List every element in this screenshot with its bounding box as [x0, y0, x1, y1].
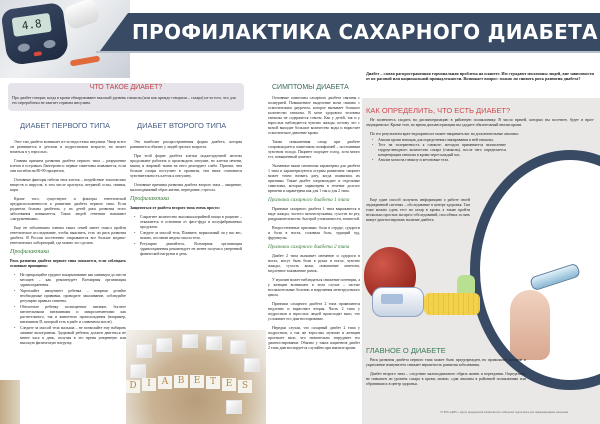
what-is-title: ЧТО ТАКОЕ ДИАБЕТ?: [89, 84, 163, 91]
meter-reading: 4.8: [12, 13, 52, 37]
glucometer-screen: [381, 294, 403, 304]
type1-paragraph: Основные факторы гибели этих клеток – воздействие токсических веществ и вирусов, в том числе краснухи, ветряной оспы, свинки, кори.: [10, 178, 126, 192]
type2-paragraph: Основные причины развития диабета второго типа – ожирение, малоподвижный образ жизни, переедание, стрессы.: [130, 183, 242, 192]
main-points-paragraph: Риск развития диабета первого типа может быть предупрежден, но правильное питание и укрепление иммунитета снижает вероятность развития заболевания.: [366, 358, 526, 367]
apple-meter-photo: [362, 245, 480, 340]
list-item: • Тест на толерантность к глюкозе: методом применяется вычисление гидроуглеводного количества сахара (глюкозы), после чего определяется концентрация глюкозы в крови через каждый час.: [378, 143, 506, 158]
sugar-cube: [230, 340, 246, 354]
letter-cube: E: [190, 375, 204, 388]
how-to-extra: Еще один способ получить информацию о работе своей эндокринной системы – обследование в центре здоровья. Там тоже можно сдать тест на сахар в крови, а также пройти несколько простых экспресс-обследований, способных за пять минут диагностировать наличие диабета.: [366, 198, 470, 222]
list-item: • Сократите количество высококалорийной пищи в рационе – откажитесь в основном от фаст-фуда и полуфабрикатных продуктов.: [140, 215, 242, 230]
type1-prevention-title: Профилактика: [10, 249, 49, 255]
type2-paragraph: При этой форме диабета клетки поджелудочной железы продолжают работать и производить инсулин, но клетки печени, мышц и жировой ткани на него реагируют слабо. Причем, чем больше сахара поступает в организм, тем ниже становится чувствительность клеток к инсулину.: [130, 154, 242, 178]
sugar-cube: [130, 364, 146, 378]
list-item: • Анализ мочи на глюкозу и кетоновые тела.: [378, 158, 506, 163]
main-points-text: [366, 358, 526, 391]
list-item: • Укрепляйте иммунитет ребенка – вовремя делайте необходимые прививки, проводите закаливание, соблюдайте регулярно правила гигиены.: [20, 289, 126, 304]
lancet: [70, 55, 101, 66]
sugar-cube: [182, 334, 198, 348]
how-to-text: [366, 118, 594, 163]
letter-cube: T: [206, 376, 220, 389]
type2-prevention-list: [130, 215, 242, 257]
letter-cube: B: [174, 375, 188, 388]
how-to-list: [366, 138, 506, 163]
meter-button-red: [34, 51, 42, 56]
title-underline: [96, 51, 600, 53]
type1-prevention-list: [10, 273, 126, 346]
type2-title: ДИАБЕТ ВТОРОГО ТИПА: [137, 121, 227, 130]
health-center-text: [366, 198, 470, 227]
type1-paragraph: Кроме того, существуют и факторы генетической предрасположенности к развитию диабета первого типа. Если родители больны диабетом, у их детей риск развития этого заболевания повышается. Таких людей генетики называют «загруженными».: [10, 197, 126, 221]
type2-paragraph: Это наиболее распространенная форма диабета, которая развивается обычно у людей зрелого возраста.: [130, 140, 242, 149]
hand: [510, 290, 550, 360]
type2-prevention-lead: Защититься от диабета второго типа очень просто:: [130, 206, 220, 210]
symptoms-paragraph: Нередки случаи, что сахарный диабет 2 типа у подростков, а так же взрослых мужчин и женщин протекает вяло, что значительно затрудняет его диагностирование. Обычно у таких пациентов диабет 2 типа диагностируется случайно при анализе крови.: [268, 326, 360, 350]
type1-column: [10, 140, 126, 347]
symptoms-paragraph: Признаки сахарного диабета 1 типа выражаются в виде жажды, частого мочеиспускания, сухости во рту, раздражительности, быстрой утомляемости, тошнотой.: [268, 207, 360, 221]
list-item: • Анализ крови натощак для определения гликирования в ней глюкозы.: [378, 138, 506, 143]
symptoms-paragraph: Основные симптомы сахарного диабета связаны с полиурией. Повышенное выделение мочи связано с осмотическим диуретом, которое вызывает большое количество глюкозы. В моче здорового человека глюкозы не содержится совсем. Как у детей, так и у взрослых наблюдается чувство жажды, потому что с мочой выходит большое количество воды и нарастает осмотическое давление крови.: [268, 96, 360, 135]
type2-column: [130, 140, 242, 258]
symptoms-column: [268, 96, 360, 355]
list-item: • Не прекращайте грудное вскармливание как минимум до шести месяцев – как рекомендует Всемирная организация здравоохранения.: [20, 273, 126, 288]
handheld-meter-icon: [529, 263, 581, 292]
measuring-tape: [424, 293, 480, 315]
sugar-cube: [206, 336, 222, 350]
type2-signs-title: Признаки сахарного диабета 2 типа: [268, 244, 350, 250]
letter-cube: A: [158, 376, 172, 389]
sugar-photo-edge: [0, 380, 20, 424]
symptoms-paragraph: Второстепенные признаки: боли в сердце, судороги и боли в ногах, головная боль, зудящий зуд, фурункулы.: [268, 226, 360, 240]
type1-signs-title: Признаки сахарного диабета 1 типа: [268, 197, 350, 203]
sugar-cube: [226, 400, 242, 414]
sugar-cube: [136, 344, 152, 358]
list-item: • Обеспечьте ребенку полноценное питание, богатое питательными витаминами и микроэлементами как растительного, так и животного происхождения (например, витамином D, который есть в рыбе и сливочном масле).: [20, 305, 126, 325]
type1-paragraph: Главная причина развития диабета первого типа – разрушение клеток в островках Лангерганса: первые симптомы появляются, если они погибли на 80-90 процентов.: [10, 159, 126, 173]
type2-prevention-title: Профилактика: [130, 196, 169, 202]
main-points-title: ГЛАВНОЕ О ДИАБЕТЕ: [366, 346, 446, 355]
letter-cube: S: [238, 380, 252, 393]
letter-cube: D: [126, 380, 140, 393]
type1-prevention-lead: Риск развития диабета первого типа снижается, если соблюдать основные принципы:: [10, 259, 126, 268]
main-points-paragraph: Диабет второго типа – следствие малоподвижного образа жизни и переедания. Определить, не повышен ли уровень сахара в крови, можно, сдав анализы в районной поликлинике или обратившись в центр здоровья.: [366, 372, 526, 386]
type1-title: ДИАБЕТ ПЕРВОГО ТИПА: [20, 121, 110, 130]
sugar-cube: [244, 358, 260, 372]
symptoms-title: СИМПТОМЫ ДИАБЕТА: [272, 84, 349, 91]
how-to-title: КАК ОПРЕДЕЛИТЬ, ЧТО ЕСТЬ ДИАБЕТ?: [366, 106, 511, 115]
type1-paragraph: Этот тип диабета возникает из-за недостатка инсулина. Чаще всего он развивается в детском и подростковом возрасте, но может начаться и у взрослых.: [10, 140, 126, 154]
symptoms-paragraph: Также повышенная сахар при диабете сопровождается симптомом полифагией – постоянным чувством голода. Пациент ощущает голод, хотя много ест, повышенный аппетит.: [268, 140, 360, 159]
page-title: ПРОФИЛАКТИКА САХАРНОГО ДИАБЕТА: [132, 20, 598, 44]
sugar-cubes-photo: [126, 330, 266, 424]
footer-credit: © ГБУЗ «ЦМП» • Центр медицинской профилактики • Материал подготовлен для информирования населения: [440, 411, 569, 414]
list-item: • Регулярно двигайтесь. Всемирная организация здравоохранения рекомендует не менее получаса умеренной физической нагрузки в день.: [140, 242, 242, 257]
list-item: • Следите за массой тела. Помните, нормальный ли у вас вес, можно, посчитав индекс массы тела.: [140, 231, 242, 241]
what-is-text: Про диабет говорят, когда в крови обнаруживают высокий уровень глюкозы (или как прежде говорили – сахара) из-за того, что для его переработки не хватает гормона инсулина.: [12, 95, 236, 105]
symptoms-paragraph: Признаки сахарного диабета 2 типа проявляются медленно и нарастают вторая. Часть 2 типа у подростков и взрослых людей происходят вяло, что усложняет его диагностирование.: [268, 302, 360, 321]
letter-cube: E: [222, 378, 236, 391]
symptoms-paragraph: Диабет 2 типа вызывает онемение и судороги в ногах, могут быть боли в руках и ногах, чувство жажды, сухость кожи, повышение аппетита, медленное заживление ранок.: [268, 254, 360, 273]
how-to-paragraph: Не поленитесь сходить на диспансеризацию в районную поликлинику. В число врачей, которых вы посетите, будет и врач-эндокринолог. Кроме того, во время диспансеризации вы сдадите обязательный анализ крови.: [366, 118, 594, 127]
how-to-paragraph: По его результатам врач-эндокринолог может направить вас на дополнительные анализы:: [370, 132, 519, 136]
type1-paragraph: Еще не заболевшим членам таких семей имеет смысл пройти генетическое исследование, чтобы выяснить, есть ли риск развития диабета. В России постепенно открываются все больше медико-генетических лабораторий, где можно это сделать.: [10, 226, 126, 245]
symptoms-paragraph: Указанные выше симптомы характерны для диабета 1 типа и характеризуются острым развитием: пациент может точно назвать дату, когда появились их признаки. Также диабет сопровождает и отдельные симптомы, которые характерны в течение долгого времени и характерны как для 1 так и для 2 типа.: [268, 164, 360, 193]
meter-button-left: [17, 43, 30, 53]
test-strip-roll: [63, 0, 101, 31]
intro-text: Диабет – самая распространенная гормональная проблема на планете. Им страдают миллионы людей, вне зависимости от их расовой или национальной принадлежности. Возникает вопрос: можно ли снизить риск развития диабета?: [366, 71, 594, 82]
sugar-cube: [156, 338, 172, 352]
glucose-meter-icon: [0, 2, 69, 66]
letter-cube: I: [142, 378, 156, 391]
list-item: • Следите за массой тела малыша – не позволяйте ему набирать лишние килограммы. Здоровый ребенок должен двигаться не менее часа в день, получая в это время умеренную или высокую физическую нагрузку.: [20, 326, 126, 346]
symptoms-paragraph: У мужчин может наблюдаться снижение потенции, а у женщин возникают в этом случае – частые воспалительные болезни и нарушения менструального цикла.: [268, 278, 360, 297]
meter-button-right: [43, 39, 56, 49]
glucometer-icon: [372, 287, 424, 317]
